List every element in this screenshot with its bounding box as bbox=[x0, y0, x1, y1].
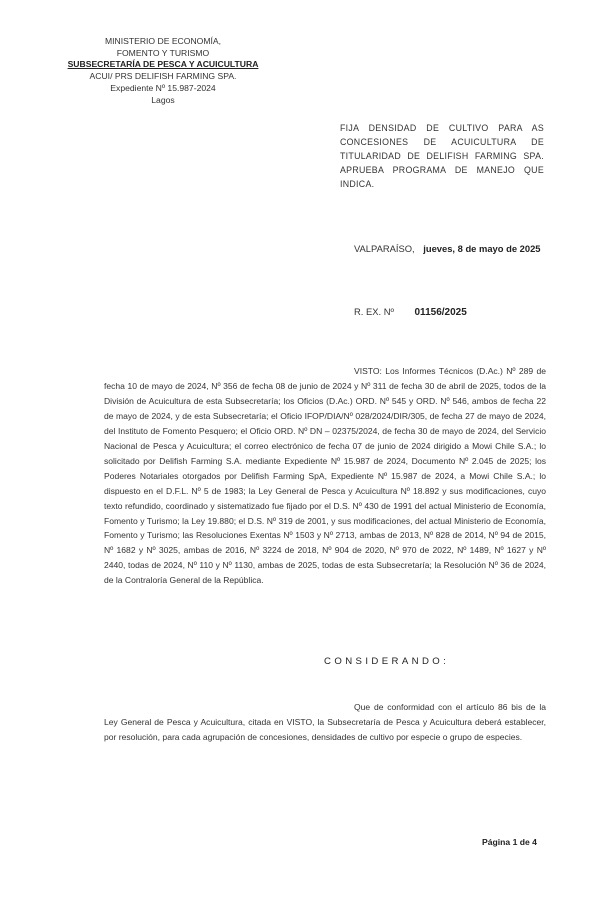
resolution-number-label: R. EX. Nº bbox=[354, 306, 394, 317]
considerando-paragraph: Que de conformidad con el artículo 86 bis de la Ley General de Pesca y Acuicultura, citada en VISTO, la Subsecretaría de Pesca y Acuicultura deberá establecer, por resolución, para cada agrupación de concesiones, densidades de cultivo por especie o grupo de especies. bbox=[104, 702, 546, 742]
date-line bbox=[354, 243, 541, 254]
header-expediente: Expediente Nº 15.987-2024 bbox=[110, 82, 216, 93]
resolution-number-line bbox=[354, 306, 467, 318]
resolution-subject: FIJA DENSIDAD DE CULTIVO PARA AS CONCESIONES DE ACUICULTURA DE TITULARIDAD DE DELIFISH FARMING SPA. APRUEBA PROGRAMA DE MANEJO QUE INDICA. bbox=[340, 123, 544, 189]
header-ministry-continued: FOMENTO Y TURISMO bbox=[116, 47, 210, 58]
visto-paragraph: VISTO: Los Informes Técnicos (D.Ac.) Nº 289 de fecha 10 de mayo de 2024, Nº 356 de fecha 08 de junio de 2024 y Nº 311 de fecha 30 de abril de 2025, todos de la División de Acuicultura de esta Subsecretaría; los Oficios (D.Ac.) ORD. Nº 545 y ORD. Nº 546, ambos de fecha 22 de mayo de 2024, y de esta Subsecretaría; el Oficio IFOP/DIA/Nº 028/2024/DIR/305, de fecha 27 de mayo de 2024, del Instituto de Fomento Pesquero; el Oficio ORD. Nº DN – 02375/2024, de fecha 30 de mayo de 2024, del Servicio Nacional de Pesca y Acuicultura; el correo electrónico de fecha 07 de junio de 2024 dirigido a Mowi Chile S.A.; lo solicitado por Delifish Farming S.A. mediante Expediente Nº 15.987 de 2024, Documento Nº 2.045 de 2025; los Poderes Notariales otorgados por Delifish Farming SpA, Expediente Nº 15.987 de 2024, a Mowi Chile S.A.; lo dispuesto en el D.F.L. Nº 5 de 1983; la Ley General de Pesca y Acuicultura Nº 18.892 y sus modificaciones, cuyo texto refundido, coordinado y sistematizado fue fijado por el D.S. Nº 430 de 1991 del actual Ministerio de Economía, Fomento y Turismo; la Ley 19.880; el D.S. Nº 319 de 2001, y sus modificaciones, del actual Ministerio de Economía, Fomento y Turismo; las Resoluciones Exentas Nº 1503 y Nº 2713, ambas de 2013, Nº 828 de 2014, Nº 94 de 2015, Nº 1682 y Nº 3025, ambas de 2016, Nº 3224 de 2018, Nº 904 de 2020, Nº 970 de 2022, Nº 1489, Nº 1627 y Nº 2440, todas de 2024, Nº 110 y Nº 1130, ambas de 2025, todas de esta Subsecretaría; la Resolución Nº 36 de 2024, de la Contraloría General de la República. bbox=[104, 366, 546, 586]
page-number: Página 1 de 4 bbox=[482, 837, 537, 847]
considerando-heading: CONSIDERANDO: bbox=[324, 656, 450, 667]
header-reference: ACUI/ PRS DELIFISH FARMING SPA. bbox=[89, 71, 237, 82]
header-subsecretaria: SUBSECRETARÍA DE PESCA Y ACUICULTURA bbox=[67, 59, 259, 70]
issuer-header bbox=[58, 36, 268, 106]
header-region: Lagos bbox=[151, 94, 175, 105]
date-value: jueves, 8 de mayo de 2025 bbox=[423, 243, 541, 254]
header-ministry: MINISTERIO DE ECONOMÍA, bbox=[104, 36, 222, 46]
date-city: VALPARAÍSO, bbox=[354, 243, 415, 254]
resolution-number: 01156/2025 bbox=[414, 307, 467, 318]
